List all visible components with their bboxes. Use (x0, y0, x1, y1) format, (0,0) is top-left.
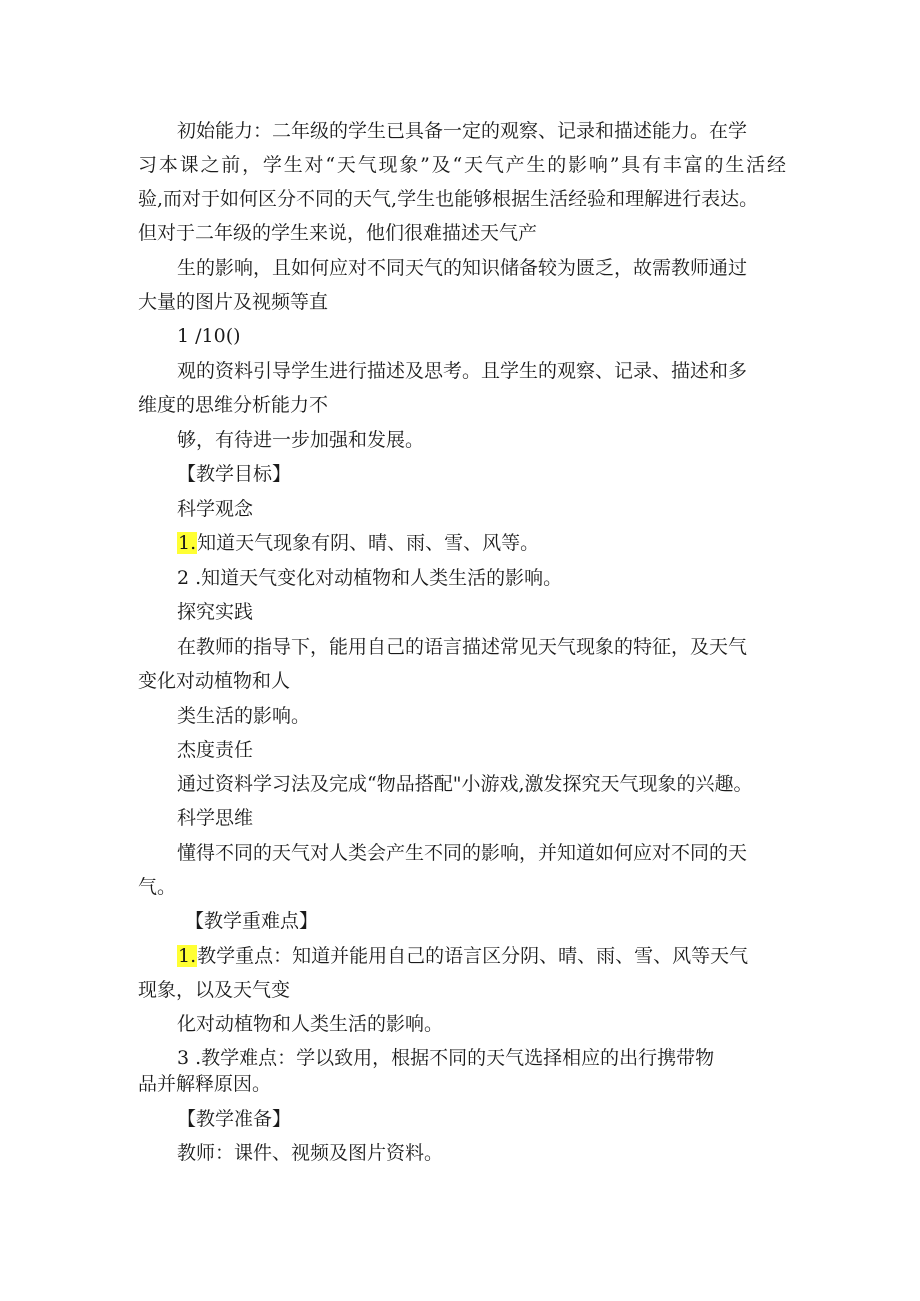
paragraph-line: 大量的图片及视频等直 (138, 291, 329, 313)
paragraph-line: 够，有待进一步加强和发展。 (177, 429, 425, 451)
section-heading-goals: 【教学目标】 (177, 463, 292, 485)
section-heading-key-points: 【教学重难点】 (185, 910, 319, 932)
subheading-concept: 科学观念 (177, 498, 254, 520)
paragraph-line: 气。 (138, 876, 177, 898)
paragraph-line: 现象，以及天气变 (138, 979, 291, 1001)
paragraph-line: 在教师的指导下，能用自己的语言描述常见天气现象的特征，及天气 (177, 636, 748, 658)
paragraph-line: 生的影响，且如何应对不同天气的知识储备较为匮乏，故需教师通过 (177, 257, 748, 279)
subheading-practice: 探究实践 (177, 601, 254, 623)
paragraph-line: 类生活的影响。 (177, 705, 311, 727)
paragraph-line: 教师：课件、视频及图片资料。 (177, 1142, 444, 1164)
paragraph-line: 懂得不同的天气对人类会产生不同的影响，并知道如何应对不同的天 (177, 842, 748, 864)
subheading-attitude: 杰度责任 (177, 739, 254, 761)
section-heading-preparation: 【教学准备】 (177, 1108, 292, 1130)
list-item-text: 知道天气现象有阴、晴、雨、雪、风等。 (197, 532, 540, 554)
paragraph-line: 初始能力：二年级的学生已具备一定的观察、记录和描述能力。在学 (177, 120, 748, 142)
highlighted-number: 1. (178, 532, 197, 554)
list-item (177, 943, 748, 969)
list-item: 3 .教学难点：学以致用，根据不同的天气选择相应的出行携带物 (177, 1047, 715, 1069)
paragraph-line: 验,而对于如何区分不同的天气,学生也能够根据生活经验和理解进行表达。 (138, 188, 759, 210)
list-item (177, 530, 539, 556)
paragraph-line: 但对于二年级的学生来说，他们很难描述天气产 (138, 222, 538, 244)
paragraph-line: 变化对动植物和人 (138, 670, 291, 692)
subheading-thinking: 科学思维 (177, 807, 254, 829)
list-item-text: 教学重点：知道并能用自己的语言区分阴、晴、雨、雪、风等天气 (197, 945, 749, 967)
paragraph-line: 通过资料学习法及完成“物品搭配"小游戏,激发探究天气现象的兴趣。 (177, 773, 753, 795)
paragraph-line: 习本课之前，学生对“天气现象”及“天气产生的影响”具有丰富的生活经 (138, 154, 786, 176)
paragraph-line: 化对动植物和人类生活的影响。 (177, 1013, 444, 1035)
paragraph-line: 观的资料引导学生进行描述及思考。且学生的观察、记录、描述和多 (177, 360, 748, 382)
paragraph-line: 品并解释原因。 (138, 1073, 272, 1095)
list-item: 2 .知道天气变化对动植物和人类生活的影响。 (177, 567, 563, 589)
paragraph-line: 维度的思维分析能力不 (138, 394, 329, 416)
highlighted-number: 1. (178, 945, 197, 967)
page-number: 1 /10() (177, 325, 241, 347)
